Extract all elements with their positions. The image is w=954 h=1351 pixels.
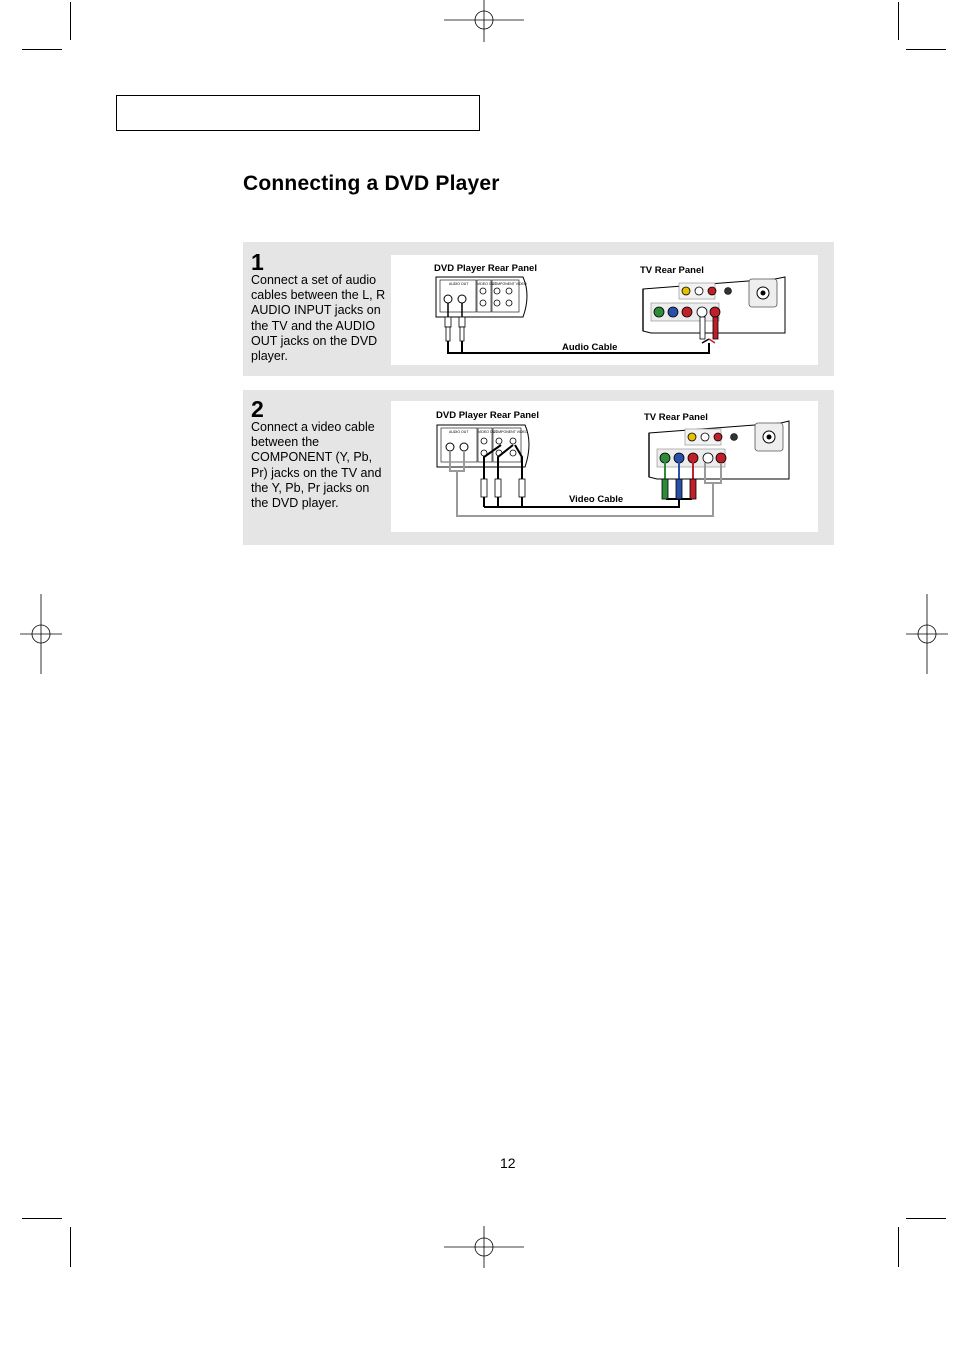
step-1-text: Connect a set of audio cables between the L, R AUDIO INPUT jacks on the TV and the AUDIO OUT jacks on the DVD player. [251, 273, 386, 364]
dvd-video-out-label: VIDEO OUT [477, 282, 497, 286]
header-box [116, 95, 480, 131]
registration-mark-top [444, 0, 524, 42]
dvd-component-label: COMPONENT VIDEO [492, 282, 527, 286]
video-cable-label: Video Cable [569, 494, 624, 505]
step-1-panel [243, 242, 834, 376]
tv-rear-panel [649, 421, 789, 479]
registration-mark-left [20, 594, 62, 674]
step-1-diagram [391, 255, 818, 365]
tv-rear-panel-label: TV Rear Panel [640, 265, 704, 276]
dvd-component-label: COMPONENT VIDEO [493, 430, 528, 434]
audio-cable-label: Audio Cable [562, 342, 618, 353]
dvd-audio-out-label: AUDIO OUT [449, 282, 469, 286]
page-title: Connecting a DVD Player [243, 172, 500, 195]
dvd-player-panel [436, 277, 527, 317]
dvd-rear-panel-label: DVD Player Rear Panel [436, 410, 539, 421]
registration-mark-right [906, 594, 948, 674]
step-2-panel [243, 390, 834, 545]
dvd-video-out-label: VIDEO OUT [478, 430, 498, 434]
page-number: 12 [500, 1155, 516, 1171]
step-1-number: 1 [251, 249, 264, 275]
dvd-rear-panel-label: DVD Player Rear Panel [434, 263, 537, 274]
dvd-audio-out-label: AUDIO OUT [449, 430, 469, 434]
step-2-number: 2 [251, 396, 264, 422]
step-2-diagram [391, 401, 818, 532]
registration-mark-bottom [444, 1226, 524, 1268]
step-2-text: Connect a video cable between the COMPONENT (Y, Pb, Pr) jacks on the TV and the Y, Pb, Pr jacks on the DVD player. [251, 420, 382, 511]
tv-rear-panel-label: TV Rear Panel [644, 412, 708, 423]
